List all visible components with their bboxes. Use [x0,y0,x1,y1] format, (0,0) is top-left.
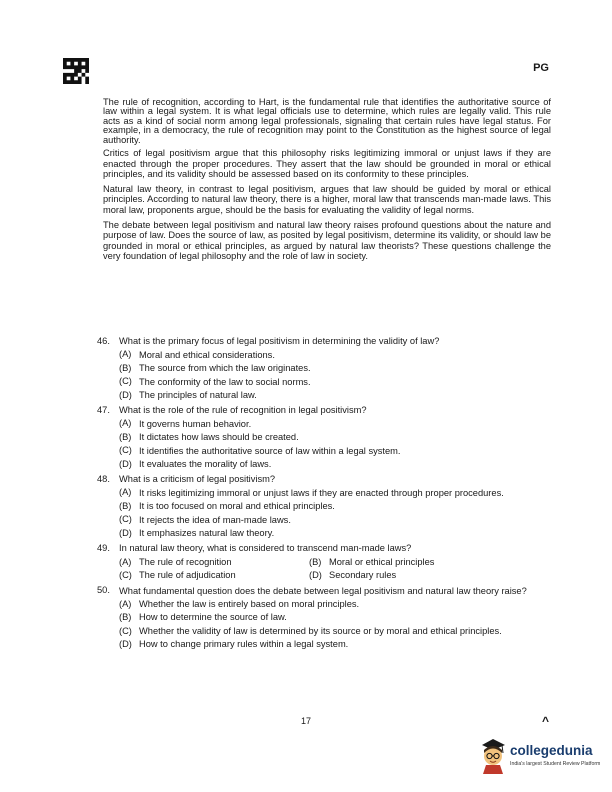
question-number: 50. [97,585,110,596]
option-d: (D) The principles of natural law. [119,389,257,400]
collegedunia-logo[interactable] [478,738,608,776]
option-a: (A) Whether the law is entirely based on moral principles. [119,598,360,610]
question-text: What is the primary focus of legal positivism in determining the validity of law? [119,336,440,346]
question-text: What fundamental question does the debate between legal positivism and natural law theory raise? [119,585,527,596]
series-code: PG [533,62,549,74]
option-b: (B) The source from which the law originates. [119,362,311,374]
question-text: What is the role of the rule of recognition in legal positivism? [119,405,367,416]
passage-paragraph: The debate between legal positivism and natural law theory raises profound questions about the nature and purpose of law. Does the source of law, as posited by legal positivism, determine its validity, or should law be grounded in moral or ethical principles, as argued by natural law theorists? These questions challenge the very foundation of legal philosophy and the role of law in society. [103,219,551,262]
option-a: (A) Moral and ethical considerations. [119,349,275,360]
option-a: (A) It risks legitimizing immoral or unjust laws if they are enacted through proper procedures. [119,487,504,498]
option-c: (C) The conformity of the law to social norms. [119,376,311,387]
passage-paragraph: Natural law theory, in contrast to legal positivism, argues that law should be guided by moral or ethical principles. According to natural law theory, there is a higher, moral law that transcends man-made laws. This moral law, proponents argue, should be the basis for evaluating the validity of legal norms. [103,183,551,215]
option-c: (C) It identifies the authoritative source of law within a legal system. [119,445,401,456]
brand-tagline: India's largest Student Review Platform [510,761,601,767]
brand-name: collegedunia [510,743,593,758]
option-b: (B) It dictates how laws should be created. [119,431,299,443]
qr-code-icon [63,58,89,84]
passage-paragraph: The rule of recognition, according to Hart, is the fundamental rule that identifies the authoritative source of law within a legal system. It is what legal officials use to determine, which rules are legally valid. This rule acts as a kind of social norm among legal professionals, signaling that certain rules have legal status. For example, in a democracy, the rule of recognition may point to the Constitution as the highest source of legal authority. [103,97,551,145]
question-47 [97,404,553,471]
reading-passage [103,98,551,266]
option-c: (C) The rule of adjudication [119,569,236,581]
question-number: 46. [97,336,110,346]
option-d: (D) It emphasizes natural law theory. [119,527,275,538]
option-b: (B) How to determine the source of law. [119,612,287,623]
question-number: 49. [97,543,110,554]
option-d: (D) Secondary rules [309,569,397,581]
question-list [97,335,553,653]
option-d: (D) It evaluates the morality of laws. [119,458,272,469]
question-number: 48. [97,474,110,485]
option-a: (A) It governs human behavior. [119,418,252,429]
question-text: In natural law theory, what is considered to transcend man-made laws? [119,543,412,554]
question-number: 47. [97,405,110,416]
option-b: (B) Moral or ethical principles [309,556,435,567]
question-text: What is a criticism of legal positivism? [119,474,276,485]
page-number: 17 [300,716,311,726]
question-46 [97,335,553,402]
question-50 [97,584,553,651]
option-d: (D) How to change primary rules within a legal system. [119,638,349,650]
option-c: (C) It rejects the idea of man-made laws. [119,514,291,525]
scroll-to-top-icon[interactable]: ^ [542,714,550,728]
option-c: (C) Whether the validity of law is determined by its source or by moral and ethical principles. [119,625,502,636]
question-48 [97,473,553,540]
passage-paragraph: Critics of legal positivism argue that this philosophy risks legitimizing immoral or unjust laws if they are enacted through the proper procedures. They assert that the law should be grounded in moral or ethical principles, and its validity should be assessed based on its conformity to these principles. [103,148,551,180]
question-49 [97,542,553,582]
option-a: (A) The rule of recognition [119,556,232,567]
graduate-mascot-icon [478,738,508,774]
option-b: (B) It is too focused on moral and ethical principles. [119,500,335,512]
